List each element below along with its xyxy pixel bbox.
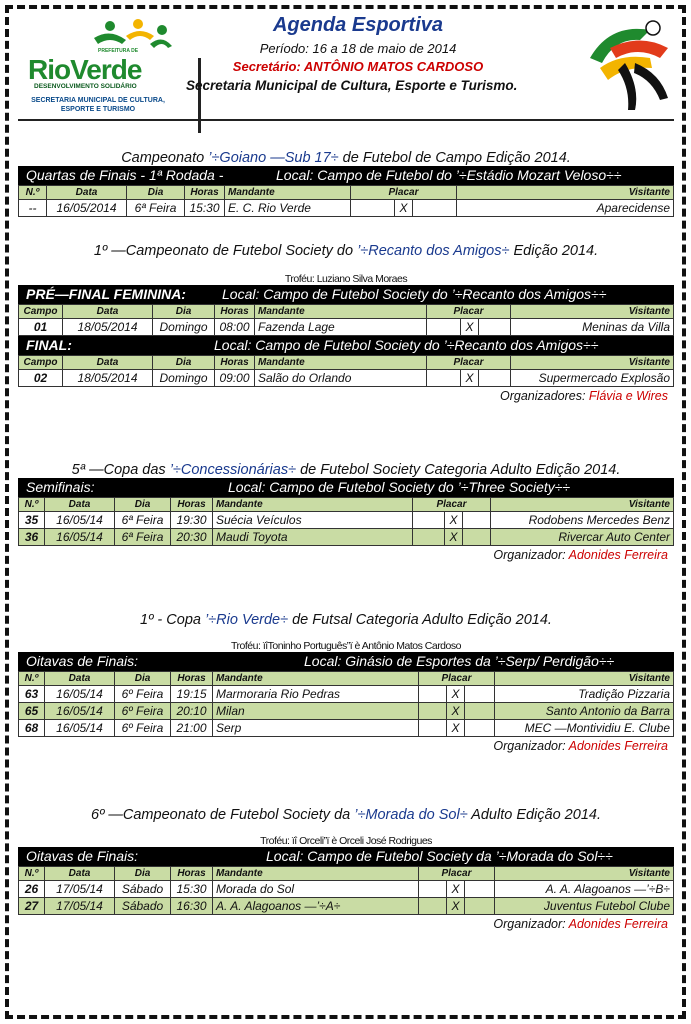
section-concessionarias [18,462,674,564]
col-date: Data [63,356,153,370]
match-time: 16:30 [171,898,213,915]
home-score [427,319,461,336]
match-date: 16/05/14 [45,529,115,546]
stage-label: PRÉ—FINAL FEMININA: [26,286,186,302]
away-score [465,898,495,915]
organizers: Organizador: Adonides Ferreira [493,548,668,562]
versus-mark: X [447,686,465,703]
col-time: Horas [171,672,213,686]
col-home: Mandante [213,672,419,686]
stage-label: Oitavas de Finais: [26,653,139,669]
match-number: 65 [19,703,45,720]
period-text: Período: 16 a 18 de maio de 2014 [259,41,457,56]
match-day: 6ª Feira [127,200,185,217]
match-time: 08:00 [215,319,255,336]
sport-logo-icon [580,18,675,113]
match-number: 35 [19,512,45,529]
match-date: 16/05/14 [45,720,115,737]
venue-label: Local: Campo de Futebol Society da ’÷Morada do Sol÷÷ [266,848,613,864]
home-score [351,200,395,217]
organizers: Organizadores: Flávia e Wires [499,389,668,403]
col-date: Data [45,672,115,686]
section-morada-do-sol [18,807,674,933]
home-score [427,370,461,387]
venue-label: Local: Ginásio de Esportes da ’÷Serp/ Perdigão÷÷ [304,653,615,669]
logo-prefeitura: PREFEITURA DE [98,48,139,54]
logo-secretaria: SECRETARIA MUNICIPAL DE CULTURA, ESPORTE E TURISMO [31,97,165,113]
col-day: Dia [153,305,215,319]
home-team: Serp [213,720,419,737]
match-number: 27 [19,898,45,915]
home-score [419,720,447,737]
versus-mark: X [445,512,463,529]
col-date: Data [47,186,127,200]
col-home: Mandante [213,867,419,881]
home-team: Morada do Sol [213,881,419,898]
col-score: Placar [427,356,511,370]
stage-label: Quartas de Finais - 1ª Rodada - [26,167,224,183]
table-row [19,881,674,898]
trophy-text: Troféu: Luziano Silva Moraes [284,273,408,285]
col-away: Visitante [457,186,674,200]
competition-title: 1º —Campeonato de Futebol Society do ’÷Recanto dos Amigos÷ Edição 2014. [93,243,599,259]
col-day: Dia [153,356,215,370]
match-table [18,671,674,737]
home-team: Marmoraria Rio Pedras [213,686,419,703]
versus-mark: X [461,370,479,387]
away-team: Rivercar Auto Center [491,529,674,546]
match-day: Domingo [153,370,215,387]
organizers: Organizador: Adonides Ferreira [493,917,668,931]
col-number: N.º [19,672,45,686]
venue-label: Local: Campo de Futebol Society do ’÷Recanto dos Amigos÷÷ [222,286,607,302]
secretary-name: Secretário: ANTÔNIO MATOS CARDOSO [232,59,484,74]
match-date: 16/05/14 [45,703,115,720]
col-score: Placar [413,498,491,512]
match-day: 6ª Feira [115,529,171,546]
col-score: Placar [419,867,495,881]
away-team: Meninas da Villa [511,319,674,336]
col-home: Mandante [255,305,427,319]
home-score [413,512,445,529]
stage-bar [18,478,674,497]
col-away: Visitante [511,356,674,370]
match-date: 18/05/2014 [63,319,153,336]
venue-label: Local: Campo de Futebol Society do ’÷Recanto dos Amigos÷÷ [214,337,599,353]
home-team: Maudi Toyota [213,529,413,546]
col-number: N.º [19,186,47,200]
col-home: Mandante [213,498,413,512]
header [18,14,674,124]
home-score [419,686,447,703]
col-time: Horas [171,867,213,881]
col-date: Data [45,498,115,512]
home-team: Salão do Orlando [255,370,427,387]
match-day: 6ª Feira [115,512,171,529]
col-number: N.º [19,867,45,881]
col-time: Horas [215,305,255,319]
versus-mark: X [447,881,465,898]
field-number: 02 [19,370,63,387]
match-day: Domingo [153,319,215,336]
rio-verde-logo [22,18,172,126]
match-table [18,866,674,915]
col-field: Campo [19,305,63,319]
table-row [19,898,674,915]
away-score [465,703,495,720]
match-date: 16/05/2014 [47,200,127,217]
trophy-text: Troféu: ïî Orceli”ï è Orceli José Rodrigues [260,835,432,847]
col-day: Dia [127,186,185,200]
away-score [463,512,491,529]
col-away: Visitante [511,305,674,319]
competition-title: 1º - Copa ’÷Rio Verde÷ de Futsal Categoria Adulto Edição 2014. [140,612,552,628]
match-day: 6º Feira [115,720,171,737]
stage-bar [18,847,674,866]
match-number: 36 [19,529,45,546]
away-team: Supermercado Explosão [511,370,674,387]
away-score [465,881,495,898]
col-time: Horas [171,498,213,512]
home-score [413,529,445,546]
stage-bar [18,336,674,355]
competition-title: Campeonato ’÷Goiano —Sub 17÷ de Futebol de Campo Edição 2014. [121,150,571,166]
venue-label: Local: Campo de Futebol Society do ’÷Three Society÷÷ [228,479,571,495]
header-divider [18,119,674,121]
stage-label: Semifinais: [26,479,95,495]
versus-mark: X [445,529,463,546]
away-score [479,319,511,336]
versus-mark: X [395,200,413,217]
stage-label: Oitavas de Finais: [26,848,139,864]
match-number: 68 [19,720,45,737]
away-score [463,529,491,546]
col-away: Visitante [495,867,674,881]
col-away: Visitante [495,672,674,686]
match-day: 6º Feira [115,686,171,703]
stage-label: FINAL: [26,337,72,353]
versus-mark: X [447,898,465,915]
col-score: Placar [419,672,495,686]
away-score [479,370,511,387]
col-day: Dia [115,867,171,881]
section-copa-rio-verde [18,612,674,755]
col-home: Mandante [255,356,427,370]
col-home: Mandante [225,186,351,200]
col-field: Campo [19,356,63,370]
away-score [465,720,495,737]
col-day: Dia [115,672,171,686]
away-score [413,200,457,217]
away-team: Juventus Futebol Clube [495,898,674,915]
match-time: 20:30 [171,529,213,546]
stage-bar [18,166,674,185]
match-number: 26 [19,881,45,898]
stage-bar [18,285,674,304]
logo-tagline: DESENVOLVIMENTO SOLIDÁRIO [34,83,137,90]
match-number: 63 [19,686,45,703]
match-time: 21:00 [171,720,213,737]
away-team: Tradição Pizzaria [495,686,674,703]
department-name: Secretaria Municipal de Cultura, Esporte e Turismo. [186,78,518,93]
home-score [419,881,447,898]
match-date: 16/05/14 [45,686,115,703]
trophy-text: Troféu: ïîToninho Português”ï è Antônio Matos Cardoso [231,640,461,652]
stage-bar [18,652,674,671]
match-table [18,497,674,546]
table-row [19,686,674,703]
match-day: 6º Feira [115,703,171,720]
table-row [19,319,674,336]
home-score [419,898,447,915]
match-date: 18/05/2014 [63,370,153,387]
match-table [18,185,674,217]
logo-brand: RioVerde [28,54,142,85]
match-date: 16/05/14 [45,512,115,529]
table-row [19,720,674,737]
home-team: Suécia Veículos [213,512,413,529]
col-score: Placar [427,305,511,319]
versus-mark: X [447,720,465,737]
section-goiano-sub17 [18,150,674,217]
col-date: Data [45,867,115,881]
away-team: Aparecidense [457,200,674,217]
versus-mark: X [461,319,479,336]
people-logo-icon [22,18,172,58]
col-away: Visitante [491,498,674,512]
home-team: A. A. Alagoanos —’÷A÷ [213,898,419,915]
col-date: Data [63,305,153,319]
versus-mark: X [447,703,465,720]
away-team: Rodobens Mercedes Benz [491,512,674,529]
match-time: 15:30 [171,881,213,898]
col-score: Placar [351,186,457,200]
away-team: MEC —Montividiu E. Clube [495,720,674,737]
home-score [419,703,447,720]
page-title: Agenda Esportiva [272,14,444,36]
section-recanto-dos-amigos [18,243,674,405]
home-team: Fazenda Lage [255,319,427,336]
table-row [19,200,674,217]
table-row [19,703,674,720]
col-number: N.º [19,498,45,512]
match-time: 19:15 [171,686,213,703]
match-time: 19:30 [171,512,213,529]
home-team: Milan [213,703,419,720]
match-time: 15:30 [185,200,225,217]
match-date: 17/05/14 [45,898,115,915]
match-table [18,304,674,336]
table-row [19,529,674,546]
match-table [18,355,674,387]
match-date: 17/05/14 [45,881,115,898]
match-day: Sábado [115,898,171,915]
table-row [19,512,674,529]
col-time: Horas [185,186,225,200]
away-team: A. A. Alagoanos —’÷B÷ [495,881,674,898]
venue-label: Local: Campo de Futebol do ’÷Estádio Mozart Veloso÷÷ [276,167,622,183]
organizers: Organizador: Adonides Ferreira [493,739,668,753]
table-row [19,370,674,387]
match-time: 09:00 [215,370,255,387]
home-team: E. C. Rio Verde [225,200,351,217]
competition-title: 6º —Campeonato de Futebol Society da ’÷Morada do Sol÷ Adulto Edição 2014. [91,807,601,823]
away-score [465,686,495,703]
match-day: Sábado [115,881,171,898]
field-number: 01 [19,319,63,336]
match-time: 20:10 [171,703,213,720]
col-day: Dia [115,498,171,512]
competition-title: 5ª —Copa das ’÷Concessionárias÷ de Futebol Society Categoria Adulto Edição 2014. [71,462,621,478]
match-number: -- [19,200,47,217]
away-team: Santo Antonio da Barra [495,703,674,720]
col-time: Horas [215,356,255,370]
